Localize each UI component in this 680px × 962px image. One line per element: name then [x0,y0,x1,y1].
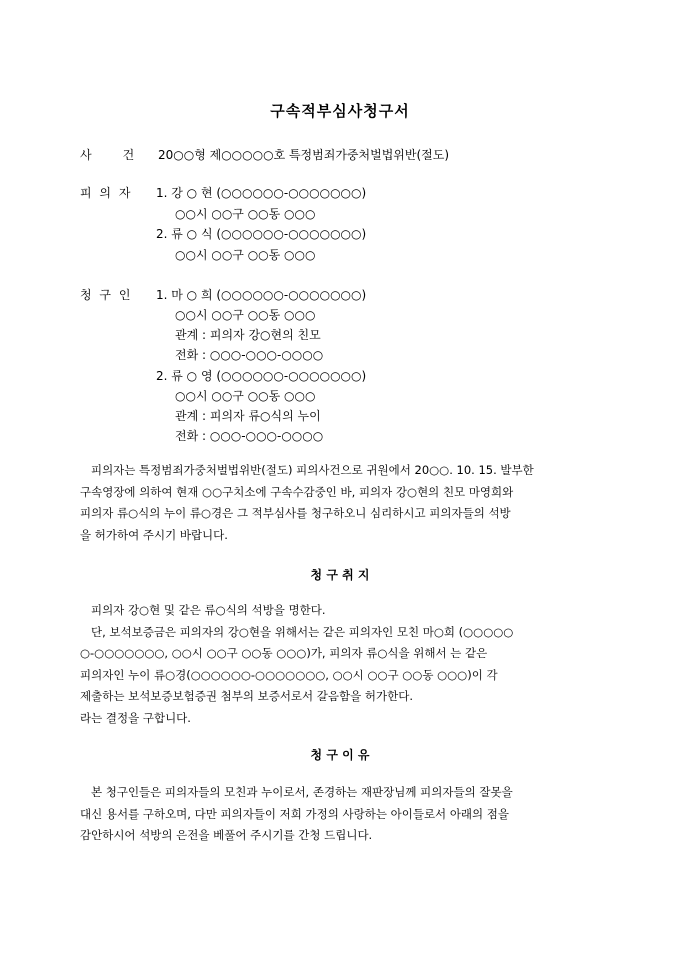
intro-line: 구속영장에 의하여 현재 ○○구치소에 구속수감중인 바, 피의자 강○현의 친모 마영희와 [80,484,514,499]
purpose-line: 단, 보석보증금은 피의자의 강○현을 위해서는 같은 피의자인 모친 마○희 (○○○○○ [80,624,514,639]
purpose-line: 피의자 강○현 및 같은 류○식의 석방을 명한다. [80,603,326,617]
petitioner-1-relation: 관계 : 피의자 강○현의 친모 [175,328,321,342]
reason-line: 대신 용서를 구하오며, 다만 피의자들이 저희 가정의 사랑하는 아이들로서 아래의 점을 [80,806,510,821]
petitioner-2-address: ○○시 ○○구 ○○동 ○○○ [175,389,316,403]
purpose-line: ○-○○○○○○○, ○○시 ○○구 ○○동 ○○○)가, 피의자 류○식을 위해서 는 같은 [80,646,488,660]
intro-line: 을 허가하여 주시기 바랍니다. [80,527,228,542]
purpose-line: 피의자인 누이 류○경(○○○○○○-○○○○○○○, ○○시 ○○구 ○○동 ○○○)이 각 [80,667,498,682]
purpose-paragraph [80,600,600,729]
case-value: 20○○형 제○○○○○호 특정범죄가중처벌법위반(절도) [158,148,450,162]
petitioner-2-relation: 관계 : 피의자 류○식의 누이 [175,409,321,423]
suspect-2-address: ○○시 ○○구 ○○동 ○○○ [175,248,316,262]
petitioner-1-name: 1. 마 ○ 희 (○○○○○○-○○○○○○○) [156,288,367,302]
suspect-1-name: 1. 강 ○ 현 (○○○○○○-○○○○○○○) [156,186,367,200]
purpose-line: 제출하는 보석보증보험증권 첨부의 보증서로서 갈음함을 허가한다. [80,689,413,703]
suspects-label: 피 의 자 [80,186,133,200]
petitioner-2-name: 2. 류 ○ 영 (○○○○○○-○○○○○○○) [156,369,367,383]
suspect-1-address: ○○시 ○○구 ○○동 ○○○ [175,207,316,221]
suspect-2-name: 2. 류 ○ 식 (○○○○○○-○○○○○○○) [156,227,367,241]
case-label: 사 건 [80,148,137,162]
petitioner-1-phone: 전화 : ○○○-○○○-○○○○ [175,348,324,362]
reason-heading: 청 구 이 유 [310,748,370,762]
intro-line: 피의자 류○식의 누이 류○경은 그 적부심사를 청구하오니 심리하시고 피의자들의 석방 [80,506,511,520]
purpose-heading: 청 구 취 지 [310,568,370,582]
petitioner-1-address: ○○시 ○○구 ○○동 ○○○ [175,308,316,322]
document-title: 구속적부심사청구서 [270,102,410,120]
reason-line: 본 청구인들은 피의자들의 모친과 누이로서, 존경하는 재판장님께 피의자들의 잘못을 [80,785,513,799]
reason-paragraph [80,782,600,847]
petitioner-2-phone: 전화 : ○○○-○○○-○○○○ [175,429,324,443]
intro-line: 피의자는 특정범죄가중처벌법위반(절도) 피의사건으로 귀원에서 20○○. 10. 15. 발부한 [80,463,534,477]
intro-paragraph [80,460,600,546]
purpose-line: 라는 결정을 구합니다. [80,710,191,725]
petitioners-label: 청 구 인 [80,288,133,302]
reason-line: 감안하시어 석방의 은전을 베풀어 주시기를 간청 드립니다. [80,828,373,842]
